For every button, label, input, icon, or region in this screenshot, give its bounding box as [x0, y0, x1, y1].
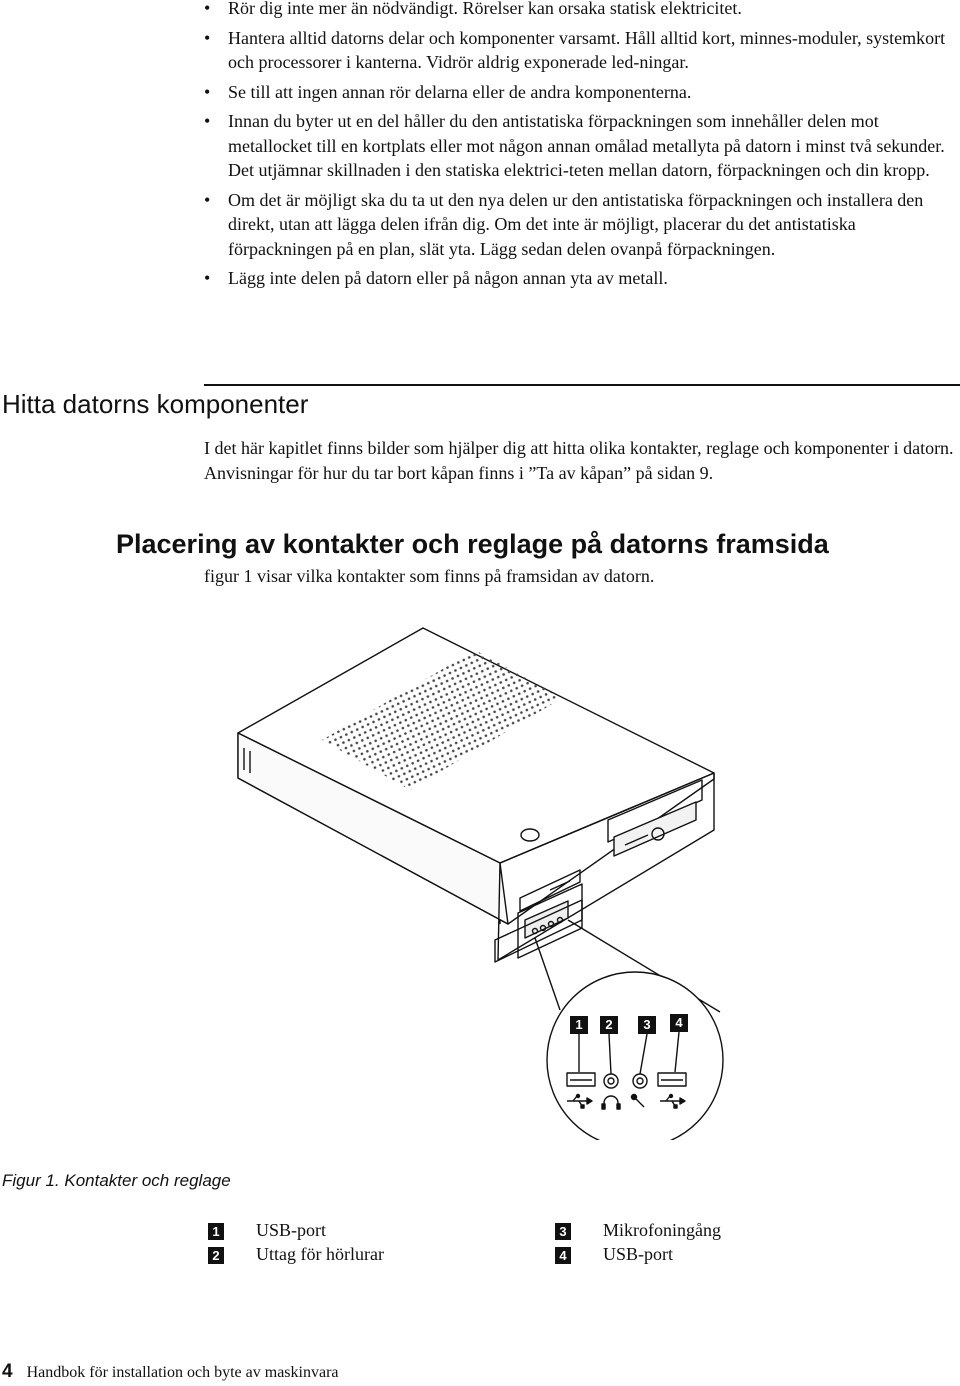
figure-reference: figur 1 visar vilka kontakter som finns på framsidan av datorn.: [204, 566, 655, 586]
list-item-text: Om det är möjligt ska du ta ut den nya delen ur den antistatiska förpackningen och installera den direkt, utan att lägga delen ifrån dig. Om det inte är möjligt, placerar du det antistatiska förpackningen på en plan, slät yta. Lägg sedan delen ovanpå förpackningen.: [228, 189, 924, 259]
legend-number: 4: [555, 1247, 571, 1264]
legend-number: 3: [555, 1223, 571, 1240]
callout-2: 2: [605, 1017, 613, 1032]
page-footer: [2, 1361, 339, 1383]
list-item: [204, 109, 960, 183]
legend-item: [208, 1243, 384, 1265]
connector-detail-view: [547, 972, 723, 1140]
list-item: [204, 80, 960, 105]
bullet-icon: •: [204, 111, 211, 131]
legend-number: 1: [208, 1223, 224, 1240]
list-item-text: Se till att ingen annan rör delarna eller de andra komponenterna.: [228, 81, 692, 102]
list-item: [204, 188, 960, 262]
bullet-icon: •: [204, 189, 211, 210]
bullet-icon: •: [204, 0, 211, 18]
legend-item: [208, 1219, 326, 1241]
subsection-heading: Placering av kontakter och reglage på datorns framsida: [116, 529, 829, 559]
figure-caption: Figur 1. Kontakter och reglage: [2, 1171, 231, 1190]
bullet-icon: •: [204, 81, 211, 102]
list-item: [204, 0, 960, 21]
section-divider: [204, 384, 960, 386]
callout-1: 1: [575, 1017, 583, 1032]
legend-label: USB-port: [256, 1220, 327, 1240]
legend-number: 2: [208, 1247, 224, 1264]
legend-label: Uttag för hörlurar: [256, 1244, 384, 1264]
legend-item: [555, 1243, 673, 1265]
computer-case: [238, 628, 714, 924]
precaution-list: [204, 0, 960, 296]
computer-front-illustration: [230, 620, 730, 1145]
list-item: [204, 266, 960, 291]
list-item: [204, 26, 960, 75]
callout-3: 3: [643, 1017, 651, 1032]
bullet-icon: •: [204, 268, 211, 288]
page-number: 4: [2, 1361, 13, 1382]
legend-label: USB-port: [603, 1244, 674, 1264]
list-item-text: Lägg inte delen på datorn eller på någon annan yta av metall.: [228, 268, 668, 288]
intro-paragraph: I det här kapitlet finns bilder som hjälper dig att hitta olika kontakter, reglage och komponenter i datorn. Anvisningar för hur du tar bort kåpan finns i ”Ta av kåpan” på sidan 9.: [204, 438, 954, 483]
bullet-icon: •: [204, 27, 211, 48]
legend-label: Mikrofoningång: [603, 1220, 721, 1240]
section-title: Hitta datorns komponenter: [2, 389, 309, 419]
footer-title: Handbok för installation och byte av maskinvara: [26, 1364, 339, 1381]
legend-item: [555, 1219, 721, 1241]
list-item-text: Rör dig inte mer än nödvändigt. Rörelser kan orsaka statisk elektricitet.: [228, 0, 742, 18]
list-item-text: Innan du byter ut en del håller du den antistatiska förpackningen som innehåller delen mot metallocket till en kortplats eller mot någon annan omålad metallyta på datorn i minst två sekunder. Det utjämnar skillnaden i den statiska elektrici-teten mellan datorn, förpackningen och din kropp.: [228, 111, 945, 180]
callout-4: 4: [675, 1015, 683, 1030]
list-item-text: Hantera alltid datorns delar och komponenter varsamt. Håll alltid kort, minnes-moduler, systemkort och processorer i kanterna. Vidrör aldrig exponerade led-ningar.: [228, 27, 946, 72]
